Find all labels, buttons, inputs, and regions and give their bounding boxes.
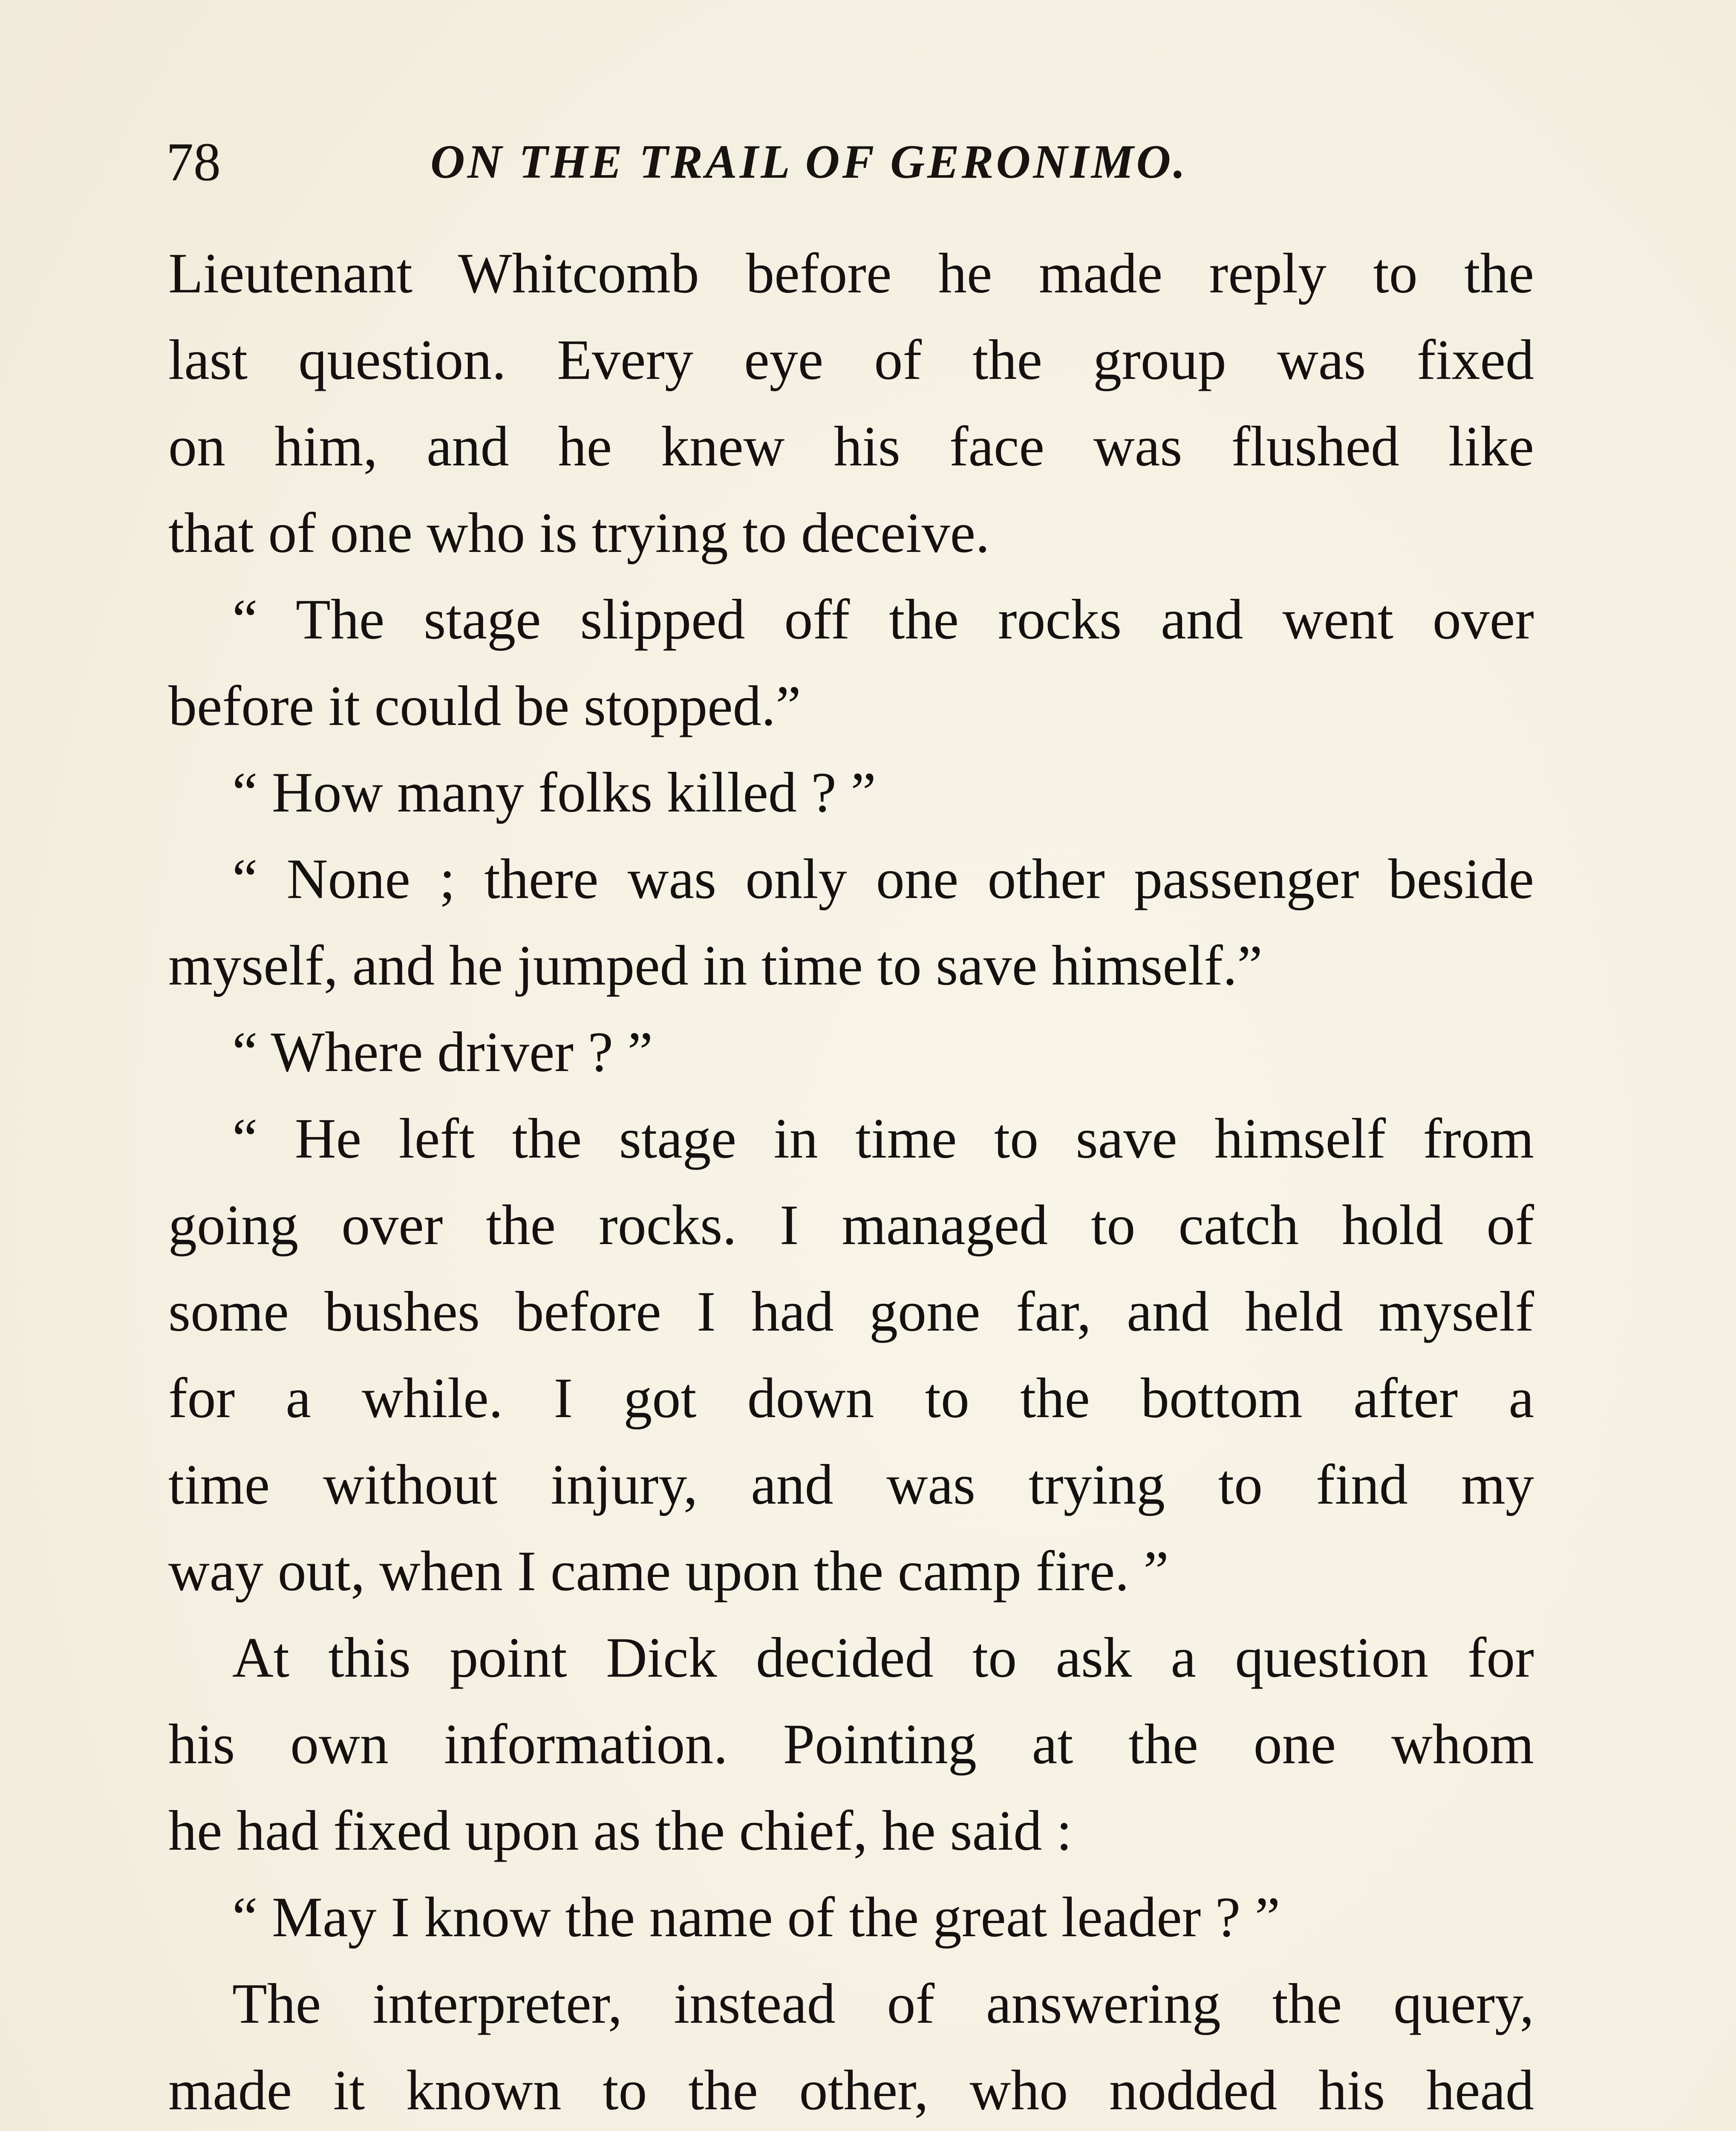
text-line: on him, and he knew his face was flushed like xyxy=(168,415,1534,478)
text-line: that of one who is trying to deceive. xyxy=(168,501,990,564)
text-line: last question. Every eye of the group was fixed xyxy=(168,328,1534,391)
text-line: “ None ; there was only one other passenger beside xyxy=(232,847,1534,910)
text-line: way out, when I came upon the camp fire. ” xyxy=(168,1539,1169,1603)
text-line: The interpreter, instead of answering the query, xyxy=(232,1972,1534,2035)
text-line: Lieutenant Whitcomb before he made reply to the xyxy=(168,242,1534,305)
text-line: made it known to the other, who nodded his head xyxy=(168,2059,1534,2122)
text-line: time without injury, and was trying to find my xyxy=(168,1453,1534,1516)
text-line: “ May I know the name of the great leader ? ” xyxy=(232,1886,1280,1949)
text-line: going over the rocks. I managed to catch hold of xyxy=(168,1193,1534,1256)
text-line: myself, and he jumped in time to save himself.” xyxy=(168,934,1263,997)
running-head: ON THE TRAIL OF GERONIMO. xyxy=(430,136,1188,188)
text-line: “ He left the stage in time to save himself from xyxy=(232,1107,1534,1170)
text-line: some bushes before I had gone far, and held myself xyxy=(168,1280,1534,1343)
text-line: “ How many folks killed ? ” xyxy=(232,761,876,824)
text-line: he had fixed upon as the chief, he said : xyxy=(168,1799,1072,1862)
page-header xyxy=(166,128,1534,196)
page-number: 78 xyxy=(166,132,221,192)
text-line: before it could be stopped.” xyxy=(168,674,801,737)
body-text xyxy=(168,230,1534,2131)
text-line: At this point Dick decided to ask a question for xyxy=(232,1626,1534,1689)
text-line: for a while. I got down to the bottom after a xyxy=(168,1366,1534,1429)
text-line: “ The stage slipped off the rocks and went over xyxy=(232,588,1534,651)
text-line: “ Where driver ? ” xyxy=(232,1020,653,1083)
text-line: his own information. Pointing at the one whom xyxy=(168,1712,1534,1776)
